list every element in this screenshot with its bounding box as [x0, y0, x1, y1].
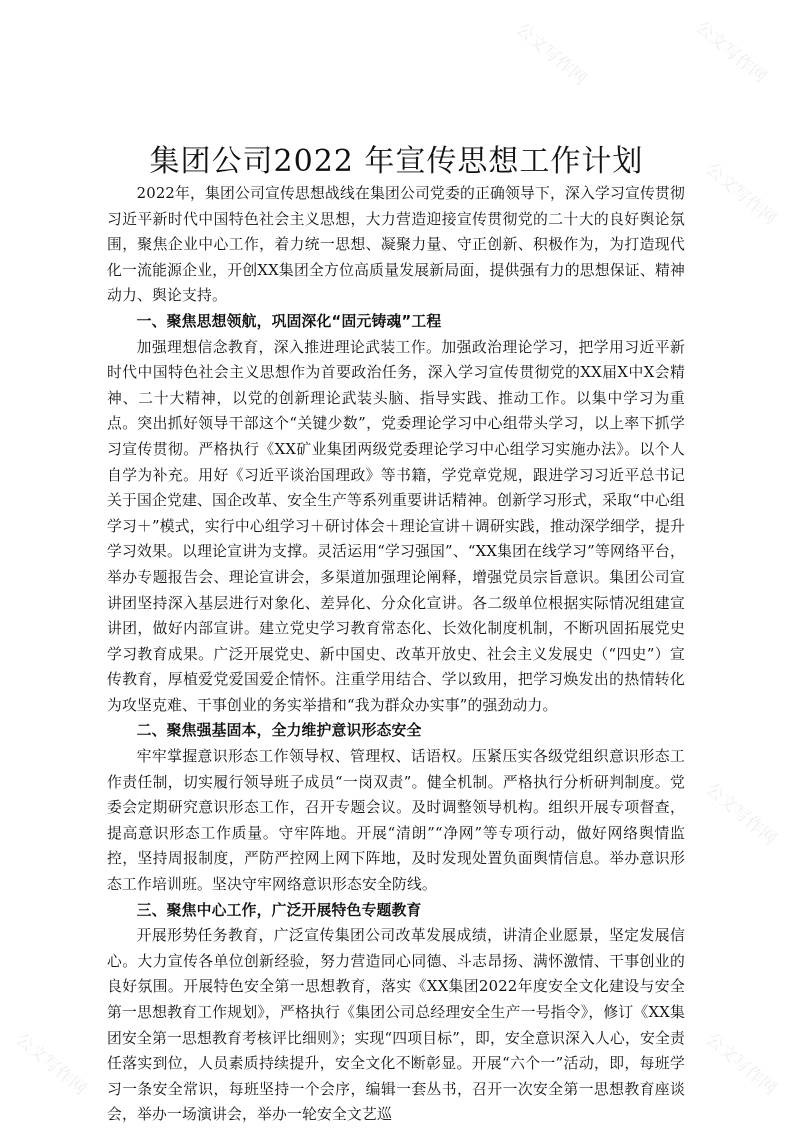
section-paragraph: 牢牢掌握意识形态工作领导权、管理权、话语权。压紧压实各级党组织意识形态工作责任制，切实履行领导班子成员“一岗双责”。健全机制。严格执行分析研判制度。党委会定期研究意识形态工作，召开专题会议。及时调整领导机构。组织开展专项督查，提高意识形态工作质量。守牢阵地。开展“清朗”“净网”等专项行动，做好网络舆情监控，坚持周报制度，严防严控网上网下阵地，及时发现处置负面舆情信息。举办意识形态工作培训班。坚决守牢网络意识形态安全防线。: [107, 748, 685, 894]
watermark: 公文写作网: [701, 779, 780, 850]
watermark: 公文写作网: [691, 17, 770, 88]
document-body: [107, 181, 685, 1128]
watermark: 公文写作网: [11, 1029, 90, 1100]
watermark: 公文写作网: [701, 1029, 780, 1100]
watermark: 公文写作网: [701, 159, 780, 230]
intro-paragraph: 2022年，集团公司宣传思想战线在集团公司党委的正确领导下，深入学习宣传贯彻习近平新时代中国特色社会主义思想，大力营造迎接宣传贯彻党的二十大的良好舆论氛围，聚焦企业中心工作，着力统一思想、凝聚力量、守正创新、积极作为，为打造现代化一流能源企业，开创XX集团全方位高质量发展新局面，提供强有力的思想保证、精神动力、舆论支持。: [107, 185, 685, 305]
watermark: 公文写作网: [511, 19, 590, 90]
section-paragraph: 加强理想信念教育，深入推进理论武装工作。加强政治理论学习，把学用习近平新时代中国特色社会主义思想作为首要政治任务，深入学习宣传贯彻党的XX届X中X会精神、二十大精神，以党的创新理论武装头脑、指导实践、推动工作。以集中学习为重点。突出抓好领导干部这个“关键少数”，党委理论学习中心组带头学习，以上率下抓学习宣传贯彻。严格执行《XX矿业集团两级党委理论学习中心组学习实施办法》。以个人自学为补充。用好《习近平谈治国理政》等书籍，学党章党规，跟进学习习近平总书记关于国企党建、国企改革、安全生产等系列重要讲话精神。创新学习形式，采取“中心组学习＋”模式，实行中心组学习＋研讨体会＋理论宣讲＋调研实践，推动深学细学，提升学习效果。以理论宣讲为支撑。灵活运用“学习强国”、“XX集团在线学习”等网络平台，举办专题报告会、理论宣讲会，多渠道加强理论阐释，增强党员宗旨意识。集团公司宣讲团坚持深入基层进行对象化、差异化、分众化宣讲。各二级单位根据实际情况组建宣讲团，做好内部宣讲。建立党史学习教育常态化、长效化制度机制，不断巩固拓展党史学习教育成果。广泛开展党史、新中国史、改革开放史、社会主义发展史（“四史”）宣传教育，厚植爱党爱国爱企情怀。注重学用结合、学以致用，把学习焕发出的热情转化为攻坚克难、干事创业的务实举措和“我为群众办实事”的强劲动力。: [107, 338, 685, 714]
section-heading: 一、聚焦思想领航，巩固深化“固元铸魂”工程: [136, 312, 442, 330]
section-paragraph: 开展形势任务教育，广泛宣传集团公司改革发展成绩，讲清企业愿景，坚定发展信心。大力宣传各单位创新经验，努力营造同心同德、斗志昂扬、满怀激情、干事创业的良好氛围。开展特色安全第一思想教育，落实《XX集团2022年度安全文化建设与安全第一思想教育工作规划》，严格执行《集团公司总经理安全生产一号指令》，修订《XX集团安全第一思想教育考核评比细则》；实现“四项目标”，即，安全意识深入人心，安全责任落实到位，人员素质持续提升，安全文化不断彰显。开展“六个一”活动，即，每班学习一条安全常识，每班坚持一个会序，编辑一套丛书，召开一次安全第一思想教育座谈会，举办一场演讲会，举办一轮安全文艺巡: [107, 927, 686, 1124]
section-heading: 三、聚焦中心工作，广泛开展特色专题教育: [136, 901, 422, 919]
section-heading: 二、聚焦强基固本，全力维护意识形态安全: [136, 722, 422, 740]
document-title: 集团公司2022 年宣传思想工作计划: [149, 144, 644, 179]
